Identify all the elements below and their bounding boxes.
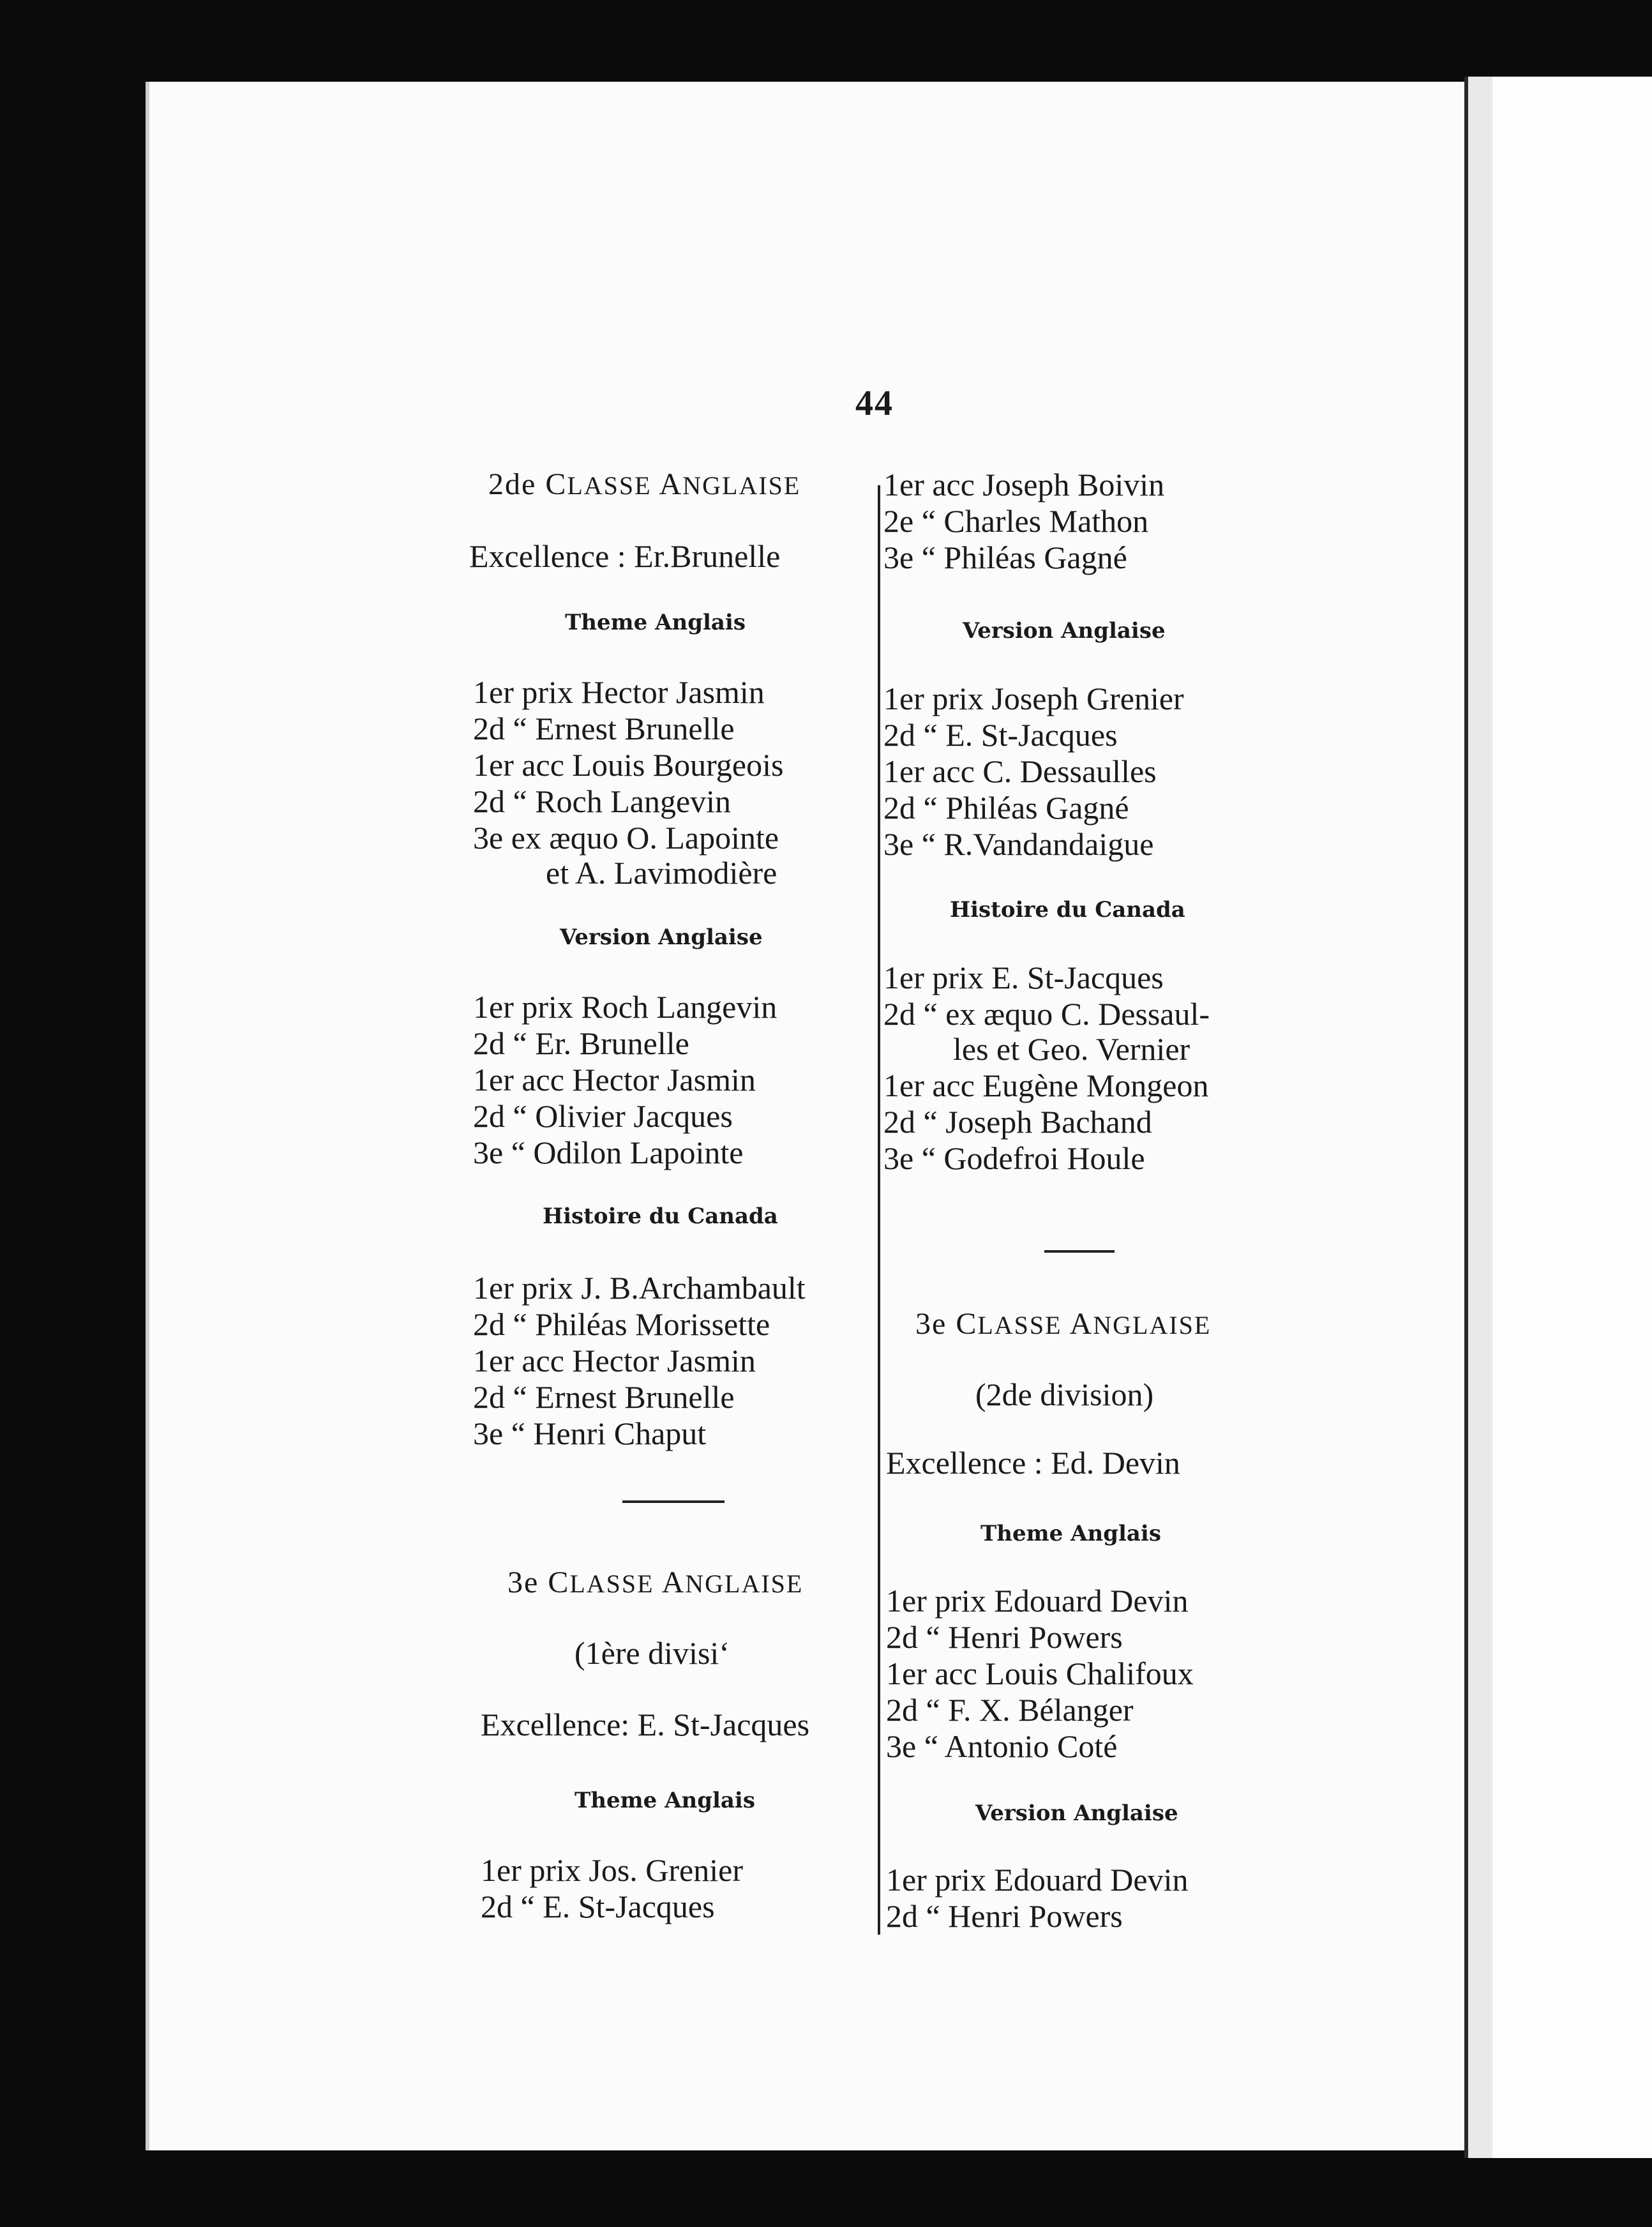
- list-item: 1er acc Louis Bourgeois: [473, 747, 784, 783]
- list-item: 1er acc Eugène Mongeon: [883, 1068, 1209, 1103]
- list-item: 2d “ F. X. Bélanger: [886, 1692, 1134, 1728]
- list-item: 1er acc Joseph Boivin: [883, 467, 1165, 502]
- title-lasse: LASSE: [569, 1569, 662, 1598]
- theme-anglais-heading: Theme Anglais: [565, 610, 746, 635]
- version-anglaise-heading: Version Anglaise: [963, 618, 1166, 644]
- section-rule: [622, 1500, 725, 1503]
- division-line: (1ère divisi‘: [574, 1635, 730, 1671]
- title-prefix: 3e: [915, 1307, 956, 1341]
- list-item: 3e “ Antonio Coté: [886, 1728, 1118, 1764]
- section-rule: [1044, 1250, 1115, 1253]
- list-item: et A. Lavimodière: [546, 855, 777, 891]
- excellence-line: Excellence : Er.Brunelle: [469, 538, 781, 574]
- list-item: 2d “ Henri Powers: [886, 1619, 1123, 1655]
- book-page: [146, 82, 1468, 2150]
- title-c: C: [545, 467, 567, 501]
- list-item: 2d “ ex æquo C. Dessaul-: [883, 996, 1210, 1032]
- list-item: 1er prix Jos. Grenier: [481, 1852, 743, 1888]
- class-title-3e-first: [507, 1564, 803, 1603]
- list-item: 1er acc Louis Chalifoux: [886, 1656, 1194, 1691]
- title-c: C: [548, 1566, 570, 1599]
- page-number: 44: [855, 384, 894, 423]
- list-item: 1er acc Hector Jasmin: [473, 1343, 756, 1378]
- list-item: 3e “ Godefroi Houle: [883, 1140, 1145, 1176]
- title-lasse: LASSE: [567, 471, 659, 500]
- class-title-2de: [488, 466, 800, 504]
- list-item: 1er prix J. B.Archambault: [473, 1270, 806, 1306]
- list-item: 3e ex æquo O. Lapointe: [473, 820, 779, 856]
- list-item: 2d “ Ernest Brunelle: [473, 1379, 735, 1415]
- page-edge: [1464, 77, 1496, 2158]
- list-item: 2d “ Olivier Jacques: [473, 1098, 733, 1134]
- version-anglaise-heading: Version Anglaise: [975, 1800, 1178, 1826]
- histoire-canada-heading: Histoire du Canada: [543, 1204, 778, 1229]
- list-item: 2d “ Er. Brunelle: [473, 1025, 689, 1061]
- list-item: 2d “ E. St-Jacques: [481, 1889, 715, 1924]
- class-title-3e-second: [915, 1306, 1211, 1344]
- list-item: 2d “ Henri Powers: [886, 1898, 1123, 1934]
- list-item: 3e “ R.Vandandaigue: [883, 826, 1154, 862]
- list-item: 1er prix Hector Jasmin: [473, 674, 765, 710]
- column-divider: [878, 485, 880, 1935]
- list-item: 2d “ Roch Langevin: [473, 783, 732, 819]
- list-item: les et Geo. Vernier: [953, 1031, 1190, 1067]
- next-page-margin: [1492, 77, 1652, 2158]
- title-a: A: [1069, 1307, 1093, 1341]
- list-item: 2d “ Philéas Morissette: [473, 1306, 770, 1342]
- theme-anglais-heading: Theme Anglais: [574, 1788, 755, 1813]
- list-item: 1er prix Roch Langevin: [473, 989, 777, 1025]
- version-anglaise-heading: Version Anglaise: [560, 925, 763, 950]
- list-item: 1er prix Edouard Devin: [886, 1583, 1189, 1619]
- list-item: 3e “ Philéas Gagné: [883, 540, 1127, 575]
- title-a: A: [661, 1566, 686, 1599]
- title-nglaise: NGLAISE: [1093, 1311, 1212, 1340]
- title-a: A: [659, 467, 683, 501]
- histoire-canada-heading: Histoire du Canada: [950, 897, 1185, 923]
- title-nglaise: NGLAISE: [682, 471, 801, 500]
- list-item: 2e “ Charles Mathon: [883, 503, 1149, 539]
- title-lasse: LASSE: [977, 1311, 1070, 1340]
- excellence-line: Excellence : Ed. Devin: [886, 1445, 1180, 1481]
- list-item: 1er acc Hector Jasmin: [473, 1062, 756, 1098]
- list-item: 3e “ Odilon Lapointe: [473, 1135, 744, 1170]
- list-item: 2d “ Philéas Gagné: [883, 790, 1129, 826]
- list-item: 3e “ Henri Chaput: [473, 1415, 707, 1451]
- list-item: 1er prix Edouard Devin: [886, 1862, 1189, 1898]
- list-item: 1er acc C. Dessaulles: [883, 753, 1157, 789]
- title-prefix: 2de: [488, 467, 546, 501]
- title-prefix: 3e: [507, 1566, 548, 1599]
- list-item: 2d “ Joseph Bachand: [883, 1104, 1152, 1140]
- list-item: 2d “ E. St-Jacques: [883, 717, 1118, 753]
- excellence-line: Excellence: E. St-Jacques: [481, 1707, 810, 1742]
- title-nglaise: NGLAISE: [685, 1569, 804, 1598]
- list-item: 2d “ Ernest Brunelle: [473, 711, 735, 746]
- division-line: (2de division): [975, 1377, 1154, 1412]
- theme-anglais-heading: Theme Anglais: [980, 1521, 1161, 1546]
- title-c: C: [956, 1307, 978, 1341]
- list-item: 1er prix E. St-Jacques: [883, 960, 1164, 995]
- list-item: 1er prix Joseph Grenier: [883, 681, 1184, 716]
